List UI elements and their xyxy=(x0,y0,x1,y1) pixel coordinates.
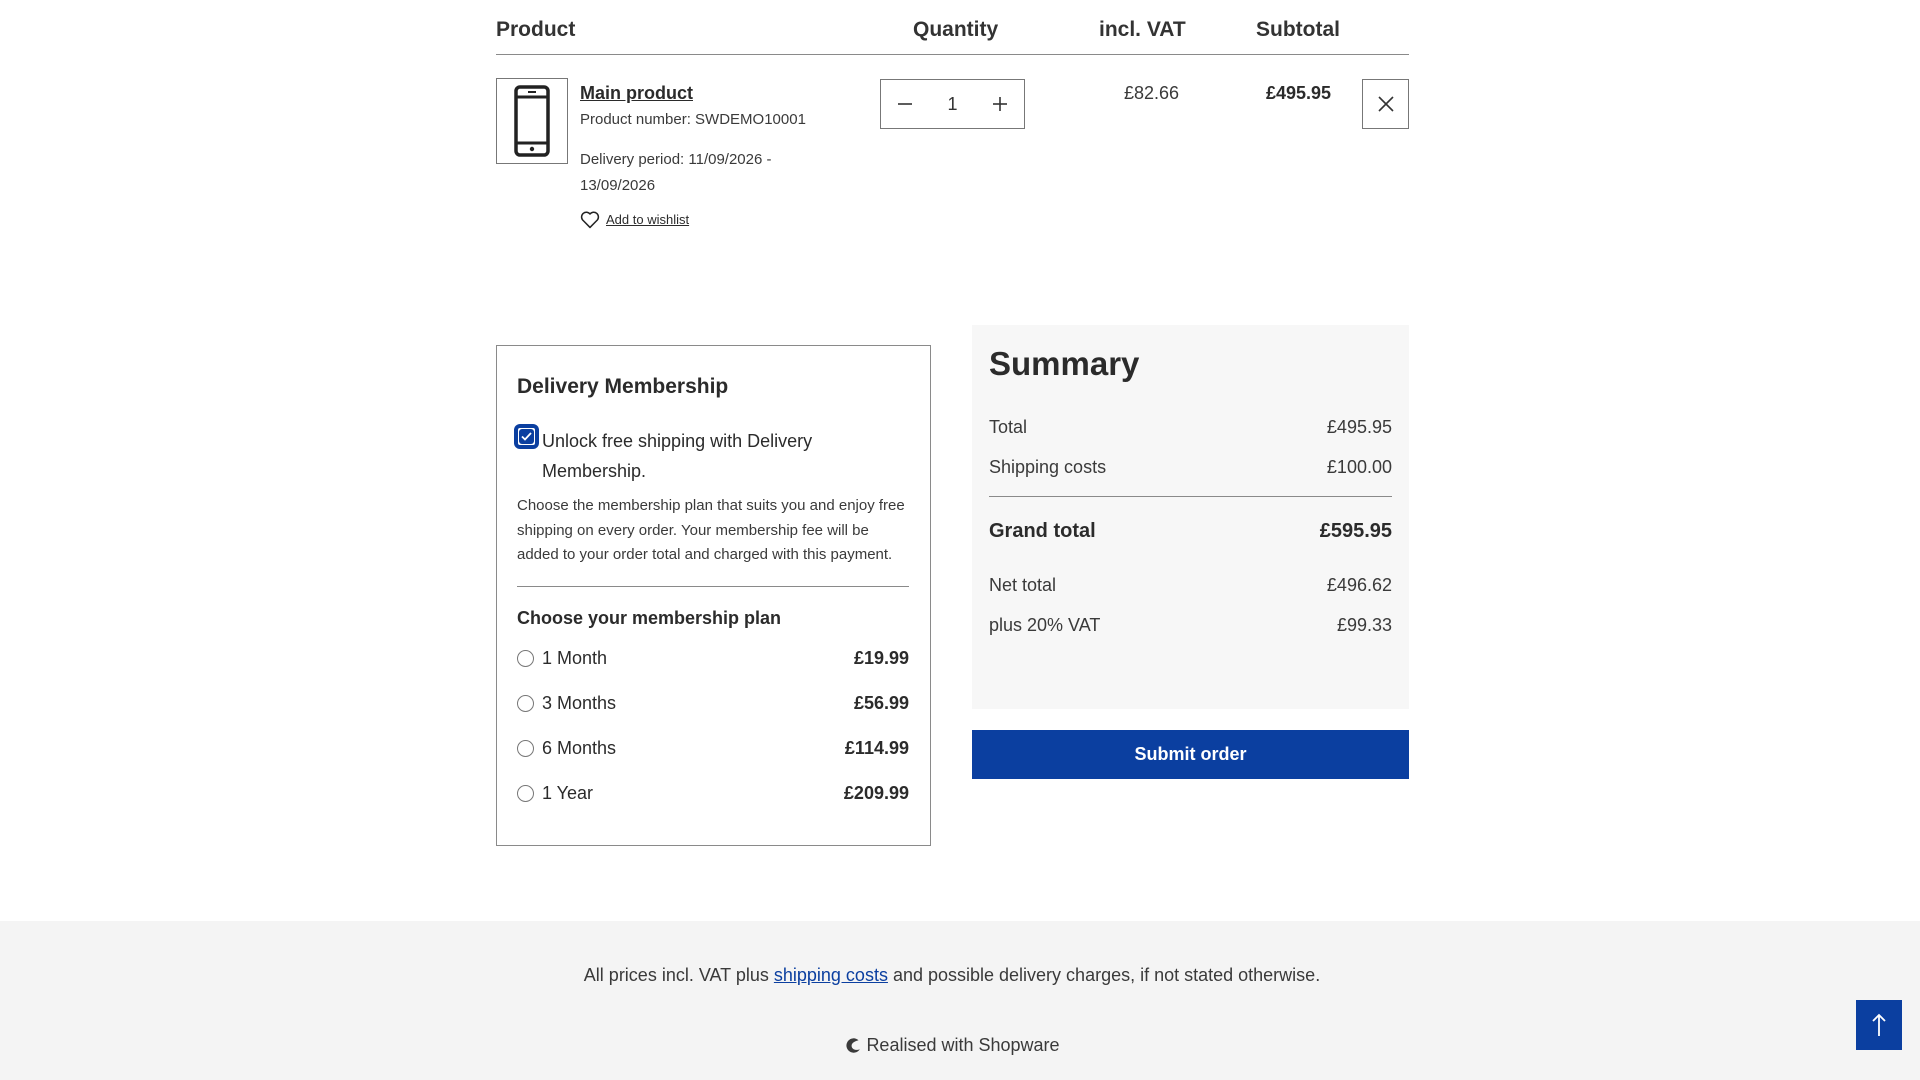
cart-line-item xyxy=(496,55,1409,285)
submit-order-button[interactable]: Submit order xyxy=(972,730,1409,779)
cart-table xyxy=(496,0,1409,285)
product-name-link[interactable]: Main product xyxy=(580,83,693,103)
plan-label: 1 Month xyxy=(542,647,608,668)
add-to-wishlist-button[interactable] xyxy=(580,210,689,229)
membership-title: Delivery Membership xyxy=(517,375,729,398)
item-subtotal: £495.95 xyxy=(1266,83,1332,103)
membership-checkbox[interactable] xyxy=(516,426,537,447)
plan-price: £209.99 xyxy=(843,782,909,803)
vat-value: £99.33 xyxy=(1336,615,1392,635)
smartphone-icon xyxy=(512,85,552,157)
membership-description: Choose the membership plan that suits you and enjoy free shipping on every order. Your membership fee will be added to your order total and charged with this payment. xyxy=(517,497,905,563)
order-summary xyxy=(972,325,1409,709)
decrease-quantity-button[interactable] xyxy=(893,92,917,116)
increase-quantity-button[interactable] xyxy=(988,92,1012,116)
vat-label: plus 20% VAT xyxy=(989,615,1101,635)
plan-option-3-months[interactable] xyxy=(517,688,909,718)
footer-vat-note xyxy=(0,965,1904,986)
footer-brand[interactable] xyxy=(0,1035,1904,1056)
summary-grand-total-row xyxy=(989,520,1392,543)
remove-item-button[interactable] xyxy=(1362,79,1409,129)
shipping-value: £100.00 xyxy=(1326,457,1392,477)
footer-note-text: All prices incl. VAT plus xyxy=(583,965,774,985)
plus-icon xyxy=(992,96,1008,112)
divider xyxy=(517,586,909,587)
net-total-label: Net total xyxy=(989,575,1057,595)
checkmark-icon xyxy=(519,429,534,444)
close-icon xyxy=(1377,95,1395,113)
scroll-to-top-button[interactable] xyxy=(1856,1000,1902,1050)
membership-plan-title: Choose your membership plan xyxy=(517,608,782,628)
delivery-period: Delivery period: 11/09/2026 - 13/09/2026 xyxy=(580,151,772,194)
divider xyxy=(989,496,1392,497)
total-label: Total xyxy=(989,417,1028,437)
quantity-stepper xyxy=(880,79,1025,129)
grand-total-label: Grand total xyxy=(989,520,1096,542)
grand-total-value: £595.95 xyxy=(1319,520,1392,542)
plan-price: £56.99 xyxy=(853,692,909,713)
cart-header xyxy=(496,0,1409,55)
quantity-input[interactable]: 1 xyxy=(947,93,958,114)
summary-net-row xyxy=(989,575,1392,596)
shipping-costs-link[interactable]: shipping costs xyxy=(773,965,888,985)
minus-icon xyxy=(897,96,913,112)
header-quantity: Quantity xyxy=(913,18,999,41)
membership-checkbox-label[interactable]: Unlock free shipping with Delivery Membership. xyxy=(542,431,813,481)
header-subtotal: Subtotal xyxy=(1256,18,1340,41)
footer xyxy=(0,921,1920,1080)
plan-option-1-year[interactable] xyxy=(517,778,909,808)
radio-button[interactable] xyxy=(517,695,534,712)
radio-button[interactable] xyxy=(517,650,534,667)
plan-price: £114.99 xyxy=(844,737,909,758)
net-total-value: £496.62 xyxy=(1326,575,1392,595)
product-number: Product number: SWDEMO10001 xyxy=(580,111,806,128)
header-product: Product xyxy=(496,18,576,41)
arrow-up-icon xyxy=(1871,1013,1887,1037)
summary-title: Summary xyxy=(989,345,1140,382)
radio-button[interactable] xyxy=(517,740,534,757)
radio-button[interactable] xyxy=(517,785,534,802)
delivery-membership-panel xyxy=(496,345,931,846)
item-vat: £82.66 xyxy=(1124,83,1180,103)
shipping-label: Shipping costs xyxy=(989,457,1107,477)
header-vat: incl. VAT xyxy=(1099,18,1186,41)
summary-shipping-row xyxy=(989,457,1392,478)
plan-price: £19.99 xyxy=(853,647,909,668)
plan-option-6-months[interactable] xyxy=(517,733,909,763)
brand-label: Realised with Shopware xyxy=(866,1035,1060,1055)
total-value: £495.95 xyxy=(1326,417,1392,437)
summary-total-row xyxy=(989,417,1392,438)
heart-icon xyxy=(580,210,600,229)
plan-option-1-month[interactable] xyxy=(517,643,909,673)
footer-note-text: and possible delivery charges, if not stated otherwise. xyxy=(887,965,1321,985)
wishlist-label: Add to wishlist xyxy=(606,212,690,227)
plan-label: 3 Months xyxy=(542,692,617,713)
shopware-logo-icon xyxy=(844,1037,862,1055)
plan-label: 1 Year xyxy=(542,782,594,803)
plan-label: 6 Months xyxy=(542,737,617,758)
summary-vat-row xyxy=(989,615,1392,636)
product-image[interactable] xyxy=(496,78,568,164)
